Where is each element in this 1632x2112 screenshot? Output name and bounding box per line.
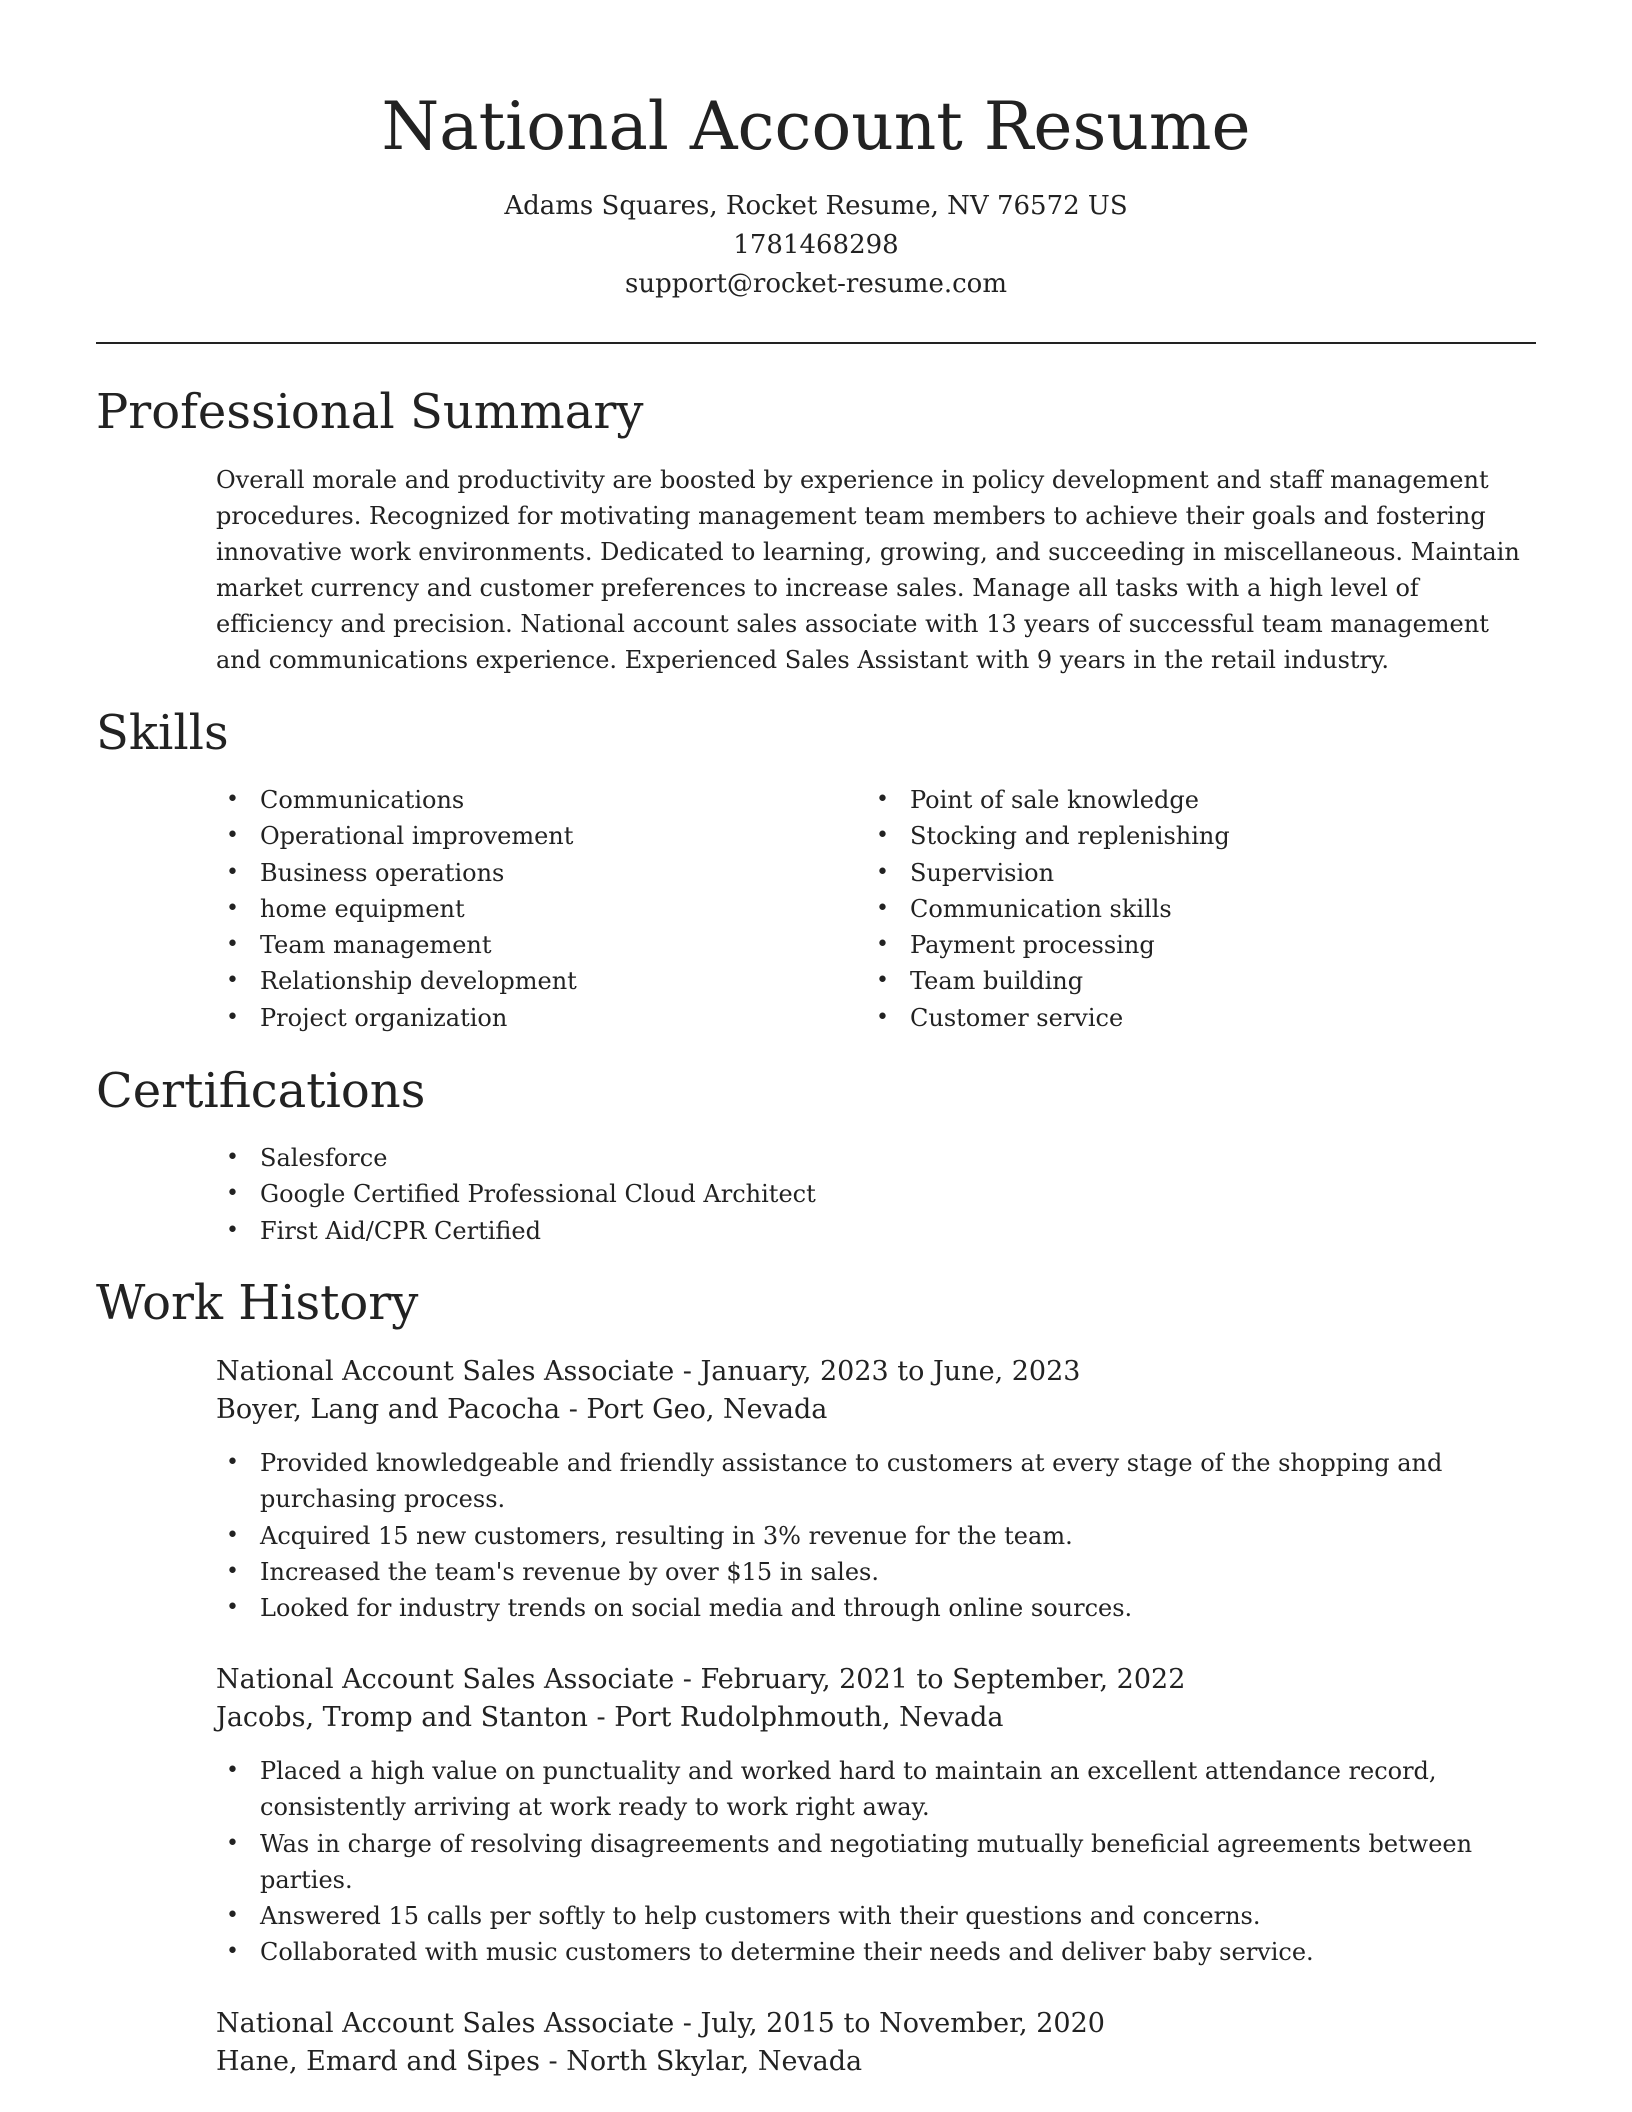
job-company-line: Jacobs, Tromp and Stanton - Port Rudolphmouth, Nevada	[216, 1702, 1004, 1733]
resume-title: National Account Resume	[381, 88, 1251, 165]
certification-item: • First Aid/CPR Certified	[216, 1213, 1516, 1249]
job-dates: February, 2021 to September, 2022	[700, 1664, 1186, 1695]
job-bullet: • Looked for industry trends on social media and through online sources.	[216, 1590, 1536, 1626]
contact-address: Adams Squares, Rocket Resume, NV 76572 US	[504, 191, 1128, 221]
job-title-line: National Account Sales Associate - July, 2015 to November, 2020	[216, 2008, 1105, 2039]
skill-item: • Relationship development	[216, 963, 856, 999]
certifications-list	[216, 1140, 1516, 1249]
certification-item: • Salesforce	[216, 1140, 1516, 1176]
job-bullet: • Increased the team's revenue by over $15 in sales.	[216, 1554, 1536, 1590]
job-company-line: Hane, Emard and Sipes - North Skylar, Nevada	[216, 2046, 863, 2077]
section-title-summary: Professional Summary	[96, 384, 644, 440]
job-title: National Account Sales Associate	[216, 1664, 675, 1695]
job-entry	[216, 1353, 1536, 1626]
header-divider	[96, 342, 1536, 344]
job-company: Boyer, Lang and Pacocha	[216, 1394, 561, 1425]
job-bullet: • Was in charge of resolving disagreements and negotiating mutually beneficial agreements between parties.	[216, 1826, 1536, 1899]
resume-header	[0, 82, 1632, 304]
job-bullets	[216, 1445, 1536, 1626]
job-title: National Account Sales Associate	[216, 2008, 675, 2039]
job-bullet: • Collaborated with music customers to determine their needs and deliver baby service.	[216, 1934, 1536, 1970]
section-title-skills: Skills	[96, 705, 229, 761]
skill-item: • Payment processing	[866, 927, 1506, 963]
contact-email: support@rocket-resume.com	[624, 269, 1007, 299]
job-entry	[216, 2005, 1536, 2081]
job-bullet: • Answered 15 calls per softly to help customers with their questions and concerns.	[216, 1898, 1536, 1934]
section-title-work-history: Work History	[96, 1275, 419, 1331]
job-bullet: • Provided knowledgeable and friendly assistance to customers at every stage of the shopping and purchasing process.	[216, 1445, 1536, 1518]
job-bullet: • Placed a high value on punctuality and worked hard to maintain an excellent attendance record, consistently arriving at work ready to work right away.	[216, 1753, 1536, 1826]
skill-item: • Stocking and replenishing	[866, 818, 1506, 854]
skill-item: • Operational improvement	[216, 818, 856, 854]
section-title-certifications: Certifications	[96, 1063, 426, 1119]
job-title-line: National Account Sales Associate - February, 2021 to September, 2022	[216, 1664, 1186, 1695]
skill-item: • Customer service	[866, 1000, 1506, 1036]
certification-item: • Google Certified Professional Cloud Architect	[216, 1176, 1516, 1212]
job-bullets	[216, 1753, 1536, 1971]
skills-list-left	[216, 782, 856, 1036]
job-company-line: Boyer, Lang and Pacocha - Port Geo, Nevada	[216, 1394, 828, 1425]
skill-item: • Communications	[216, 782, 856, 818]
job-location: Port Geo, Nevada	[586, 1394, 828, 1425]
skill-item: • Project organization	[216, 1000, 856, 1036]
job-title: National Account Sales Associate	[216, 1356, 675, 1387]
job-entry	[216, 1661, 1536, 1971]
skill-item: • Team management	[216, 927, 856, 963]
skill-item: • Supervision	[866, 855, 1506, 891]
skill-item: • home equipment	[216, 891, 856, 927]
contact-phone: 1781468298	[733, 230, 899, 260]
job-company: Hane, Emard and Sipes	[216, 2046, 540, 2077]
job-title-line: National Account Sales Associate - January, 2023 to June, 2023	[216, 1356, 1081, 1387]
job-dates: July, 2015 to November, 2020	[700, 2008, 1105, 2039]
skill-item: • Point of sale knowledge	[866, 782, 1506, 818]
skill-item: • Business operations	[216, 855, 856, 891]
job-dates: January, 2023 to June, 2023	[700, 1356, 1081, 1387]
job-location: North Skylar, Nevada	[566, 2046, 863, 2077]
summary-text: Overall morale and productivity are boosted by experience in policy development and staff management procedures. Recognized for motivating management team members to achieve their goals and fostering innovative work environments. Dedicated to learning, growing, and succeeding in miscellaneous. Maintain market currency and customer preferences to increase sales. Manage all tasks with a high level of efficiency and precision. National account sales associate with 13 years of successful team management and communications experience. Experienced Sales Assistant with 9 years in the retail industry.	[216, 466, 1520, 674]
skill-item: • Team building	[866, 963, 1506, 999]
job-company: Jacobs, Tromp and Stanton	[216, 1702, 588, 1733]
job-bullet: • Acquired 15 new customers, resulting in 3% revenue for the team.	[216, 1518, 1536, 1554]
job-location: Port Rudolphmouth, Nevada	[614, 1702, 1004, 1733]
skill-item: • Communication skills	[866, 891, 1506, 927]
skills-list-right	[866, 782, 1506, 1036]
